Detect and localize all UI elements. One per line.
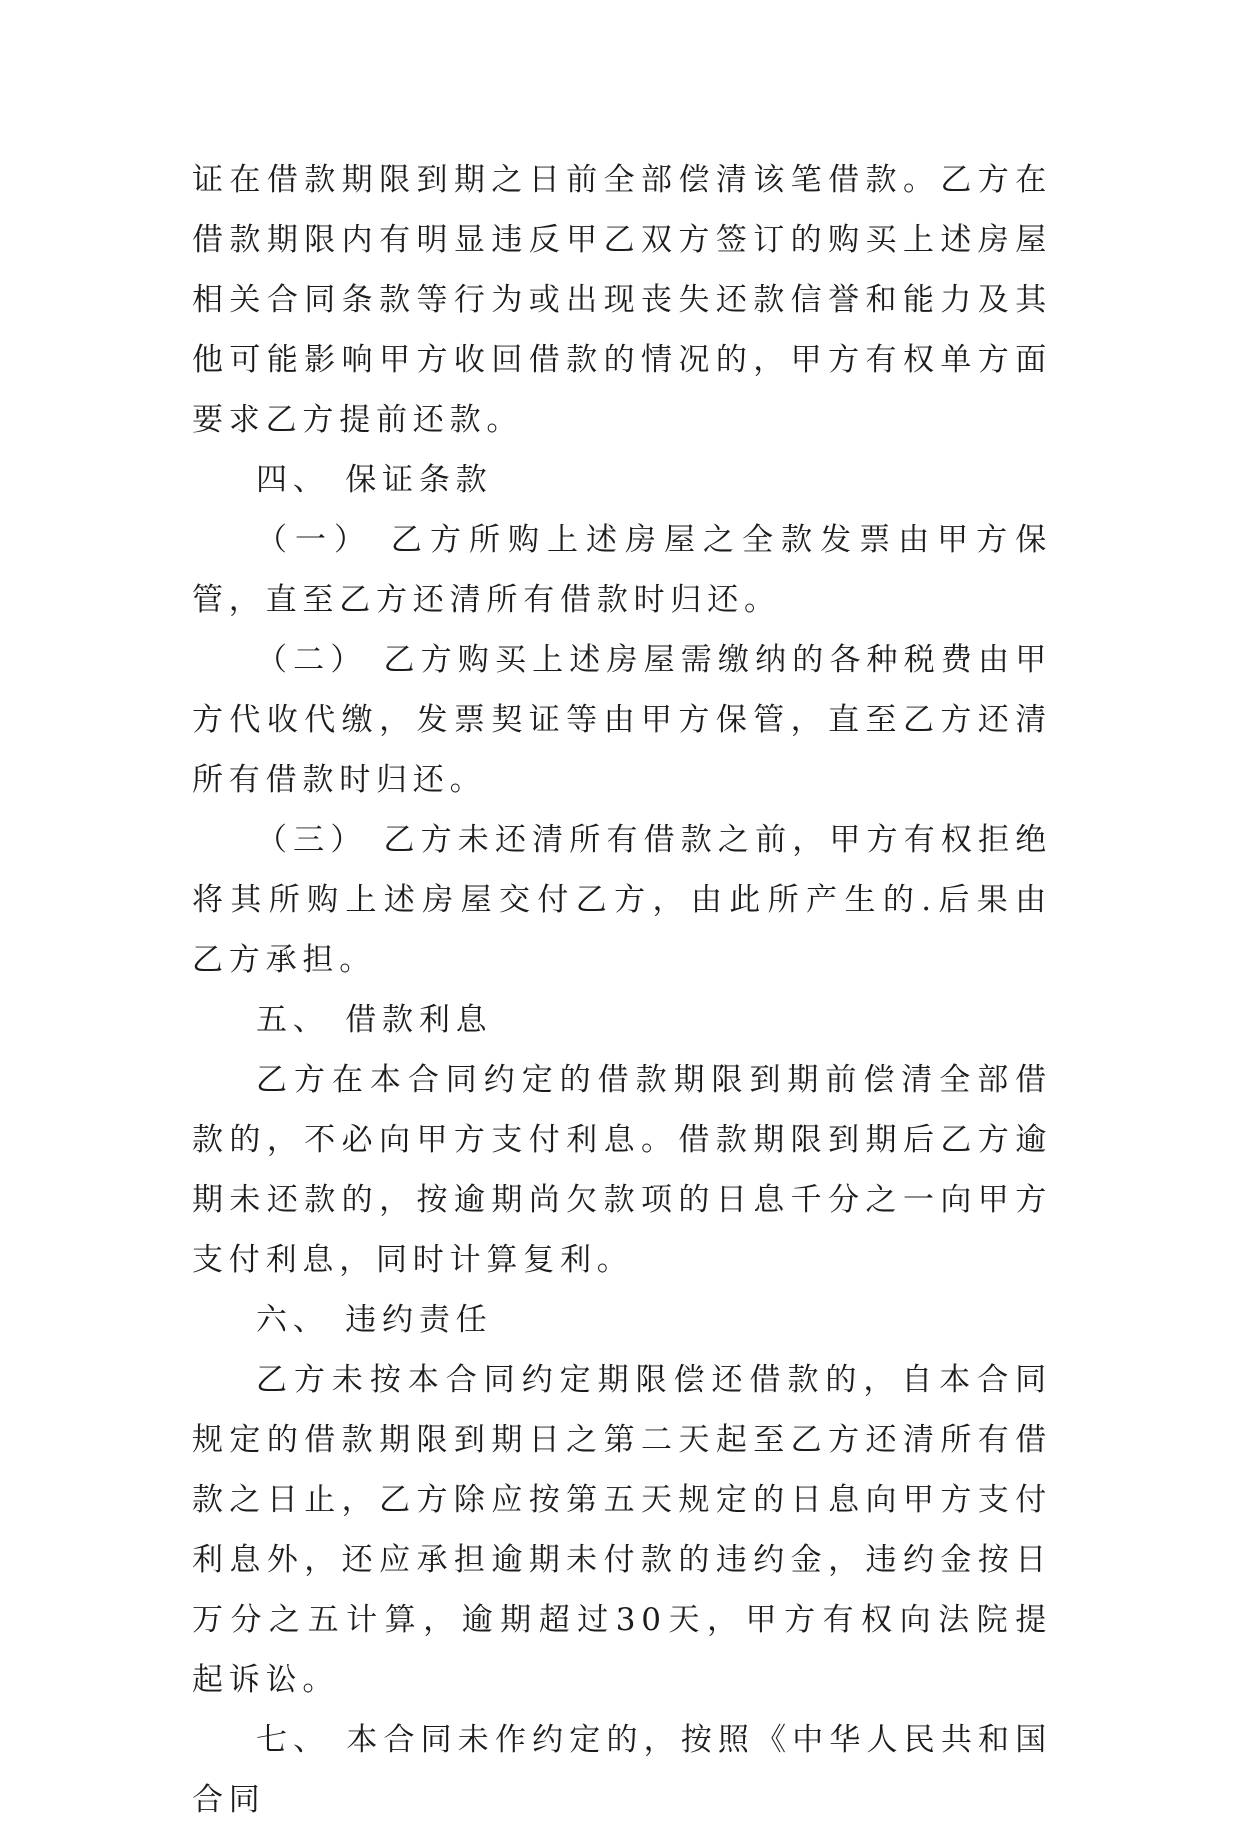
paragraph-guarantee-3: （三） 乙方未还清所有借款之前，甲方有权拒绝将其所购上述房屋交付乙方，由此所产生的.后果由乙方承担。 [192,822,1052,978]
heading-loan-interest: 五、 借款利息 [256,1002,493,1038]
paragraph-clause-seven: 七、 本合同未作约定的，按照《中华人民共和国合同 [192,1722,1052,1818]
document-page [192,150,1052,1830]
paragraph-guarantee-1: （一） 乙方所购上述房屋之全款发票由甲方保管，直至乙方还清所有借款时归还。 [192,522,1052,618]
paragraph-loan-interest: 乙方在本合同约定的借款期限到期前偿清全部借款的，不必向甲方支付利息。借款期限到期后乙方逾期未还款的，按逾期尚欠款项的日息千分之一向甲方支付利息，同时计算复利。 [192,1062,1052,1278]
paragraph-breach-liability: 乙方未按本合同约定期限偿还借款的，自本合同规定的借款期限到期日之第二天起至乙方还清所有借款之日止，乙方除应按第五天规定的日息向甲方支付利息外，还应承担逾期未付款的违约金，违约金按日万分之五计算，逾期超过30天，甲方有权向法院提起诉讼。 [192,1362,1052,1698]
paragraph-guarantee-2: （二） 乙方购买上述房屋需缴纳的各种税费由甲方代收代缴，发票契证等由甲方保管，直至乙方还清所有借款时归还。 [192,642,1052,798]
paragraph-repayment-continuation: 证在借款期限到期之日前全部偿清该笔借款。乙方在借款期限内有明显违反甲乙双方签订的购买上述房屋相关合同条款等行为或出现丧失还款信誉和能力及其他可能影响甲方收回借款的情况的，甲方有权单方面要求乙方提前还款。 [192,162,1052,438]
heading-guarantee-clauses: 四、 保证条款 [256,462,493,498]
heading-breach-liability: 六、 违约责任 [256,1302,493,1338]
